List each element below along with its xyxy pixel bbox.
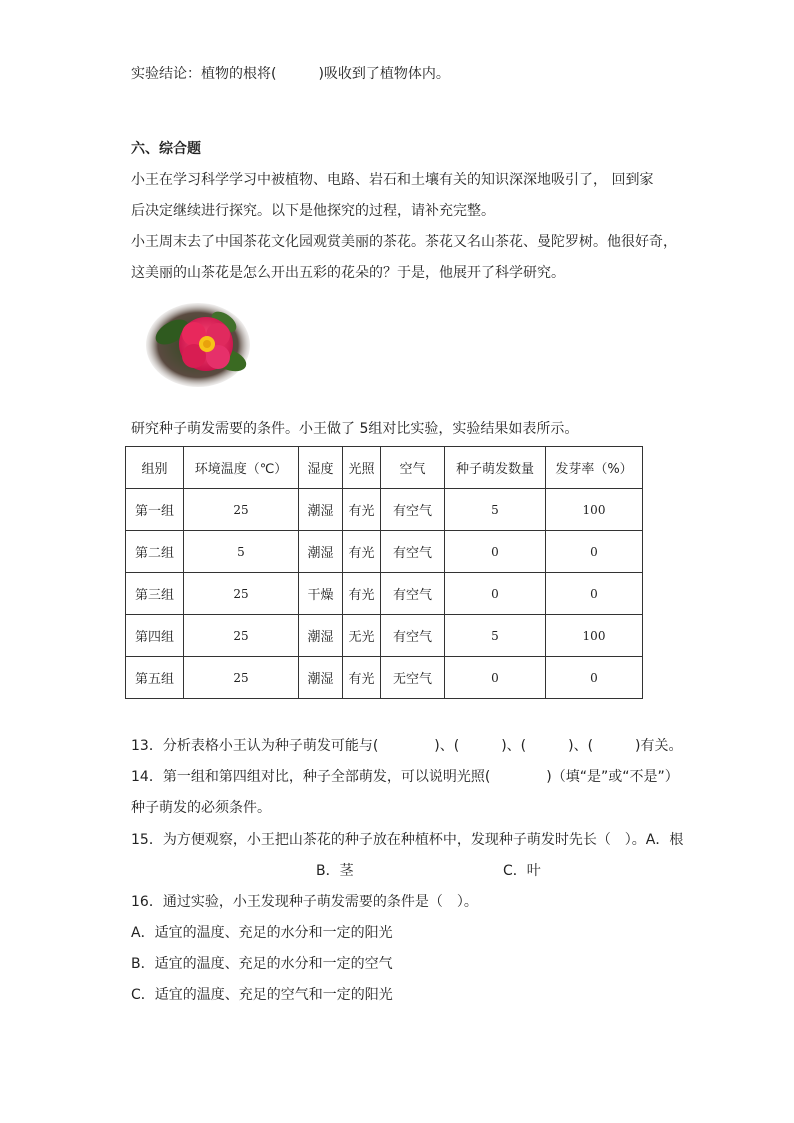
table-header-row bbox=[126, 447, 643, 489]
intro-line-2: 后决定继续进行探究。以下是他探究的过程，请补充完整。 bbox=[131, 203, 495, 219]
cell-air: 有空气 bbox=[381, 489, 445, 531]
cell-group: 第四组 bbox=[126, 615, 184, 657]
question-15: 15．为方便观察，小王把山茶花的种子放在种植杯中，发现种子萌发时先长（ ）。A．根 bbox=[131, 832, 684, 848]
cell-temperature: 25 bbox=[184, 615, 299, 657]
question-16-option-c: C．适宜的温度、充足的空气和一定的阳光 bbox=[131, 987, 393, 1003]
question-15-option-c: C．叶 bbox=[503, 863, 541, 879]
cell-group: 第三组 bbox=[126, 573, 184, 615]
cell-light: 有光 bbox=[343, 531, 381, 573]
cell-count: 0 bbox=[445, 531, 546, 573]
cell-humidity: 干燥 bbox=[299, 573, 343, 615]
cell-temperature: 25 bbox=[184, 573, 299, 615]
question-13: 13．分析表格小王认为种子萌发可能与( )、( )、( )、( )有关。 bbox=[131, 738, 683, 754]
intro-line-4: 这美丽的山茶花是怎么开出五彩的花朵的？于是，他展开了科学研究。 bbox=[131, 265, 565, 281]
table-row bbox=[126, 657, 643, 699]
cell-light: 有光 bbox=[343, 573, 381, 615]
table-row bbox=[126, 489, 643, 531]
header-germination-rate: 发芽率（%） bbox=[546, 447, 643, 489]
cell-humidity: 潮湿 bbox=[299, 657, 343, 699]
cell-temperature: 5 bbox=[184, 531, 299, 573]
section-title: 六、综合题 bbox=[131, 141, 201, 157]
cell-rate: 0 bbox=[546, 531, 643, 573]
table-intro: 研究种子萌发需要的条件。小王做了 5组对比实验，实验结果如表所示。 bbox=[131, 421, 579, 437]
cell-air: 有空气 bbox=[381, 531, 445, 573]
question-14: 14．第一组和第四组对比，种子全部萌发，可以说明光照( )（填“是”或“不是”） bbox=[131, 769, 679, 785]
cell-group: 第二组 bbox=[126, 531, 184, 573]
cell-humidity: 潮湿 bbox=[299, 615, 343, 657]
cell-rate: 100 bbox=[546, 489, 643, 531]
header-group: 组别 bbox=[126, 447, 184, 489]
cell-rate: 100 bbox=[546, 615, 643, 657]
cell-air: 有空气 bbox=[381, 573, 445, 615]
cell-humidity: 潮湿 bbox=[299, 531, 343, 573]
cell-temperature: 25 bbox=[184, 657, 299, 699]
header-light: 光照 bbox=[343, 447, 381, 489]
cell-group: 第一组 bbox=[126, 489, 184, 531]
question-16-option-b: B．适宜的温度、充足的水分和一定的空气 bbox=[131, 956, 393, 972]
intro-line-1: 小王在学习科学学习中被植物、电路、岩石和土壤有关的知识深深地吸引了， 回到家 bbox=[131, 172, 654, 188]
question-15-option-b: B．茎 bbox=[316, 863, 354, 879]
question-14-continued: 种子萌发的必须条件。 bbox=[131, 800, 271, 816]
header-humidity: 湿度 bbox=[299, 447, 343, 489]
cell-count: 0 bbox=[445, 657, 546, 699]
header-air: 空气 bbox=[381, 447, 445, 489]
cell-air: 无空气 bbox=[381, 657, 445, 699]
cell-rate: 0 bbox=[546, 657, 643, 699]
cell-light: 无光 bbox=[343, 615, 381, 657]
header-temperature: 环境温度（℃） bbox=[184, 447, 299, 489]
cell-air: 有空气 bbox=[381, 615, 445, 657]
intro-line-3: 小王周末去了中国茶花文化园观赏美丽的茶花。茶花又名山茶花、曼陀罗树。他很好奇， bbox=[131, 234, 677, 250]
table-row bbox=[126, 573, 643, 615]
conclusion-text: 实验结论：植物的根将( )吸收到了植物体内。 bbox=[131, 66, 450, 82]
cell-group: 第五组 bbox=[126, 657, 184, 699]
cell-light: 有光 bbox=[343, 489, 381, 531]
question-16: 16．通过实验，小王发现种子萌发需要的条件是（ ）。 bbox=[131, 894, 478, 910]
cell-light: 有光 bbox=[343, 657, 381, 699]
cell-count: 5 bbox=[445, 489, 546, 531]
cell-rate: 0 bbox=[546, 573, 643, 615]
question-16-option-a: A．适宜的温度、充足的水分和一定的阳光 bbox=[131, 925, 393, 941]
cell-count: 0 bbox=[445, 573, 546, 615]
camellia-flower-image bbox=[144, 302, 252, 388]
header-germinated-count: 种子萌发数量 bbox=[445, 447, 546, 489]
cell-count: 5 bbox=[445, 615, 546, 657]
table-row bbox=[126, 615, 643, 657]
cell-humidity: 潮湿 bbox=[299, 489, 343, 531]
seed-germination-table bbox=[125, 446, 643, 699]
table-row bbox=[126, 531, 643, 573]
cell-temperature: 25 bbox=[184, 489, 299, 531]
